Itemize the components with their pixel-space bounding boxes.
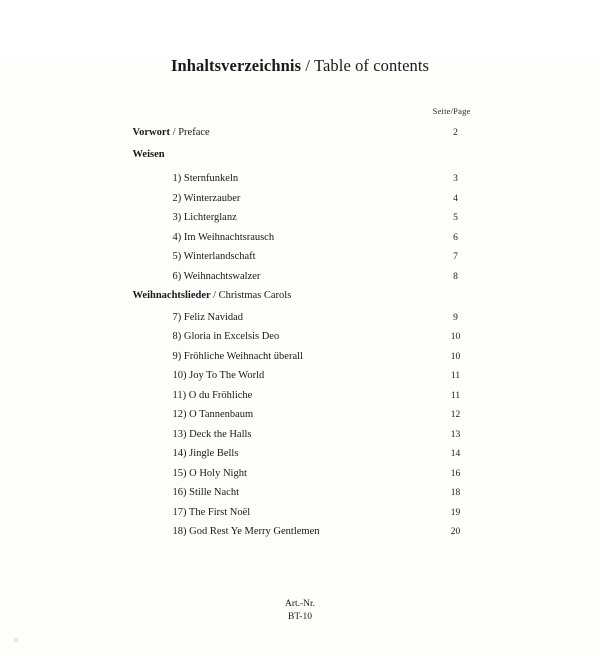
toc-item-4 bbox=[133, 233, 473, 244]
toc-entry-label: 2) Winterzauber bbox=[172, 192, 241, 204]
toc-entry-label: 6) Weihnachtswalzer bbox=[172, 270, 261, 282]
toc-entry-label: 3) Lichterglanz bbox=[172, 212, 237, 223]
toc-entry-label: 5) Winterlandschaft bbox=[172, 251, 256, 262]
footer-line-2: BT-10 bbox=[288, 612, 312, 623]
toc-item-10 bbox=[133, 371, 473, 382]
toc-item-6 bbox=[133, 272, 473, 283]
toc-item-18 bbox=[133, 527, 473, 538]
toc-entry-page: 20 bbox=[450, 527, 461, 537]
toc-entry-page: 7 bbox=[453, 252, 458, 262]
toc-entry-page: 6 bbox=[453, 232, 458, 243]
toc-entry-page: 5 bbox=[453, 213, 458, 223]
toc-entry-label: 8) Gloria in Excelsis Deo bbox=[172, 331, 280, 342]
toc-entry-label: 18) God Rest Ye Merry Gentlemen bbox=[172, 526, 320, 537]
toc-entry-page: 2 bbox=[453, 128, 458, 138]
page-title bbox=[0, 56, 600, 76]
toc-entry-label: 7) Feliz Navidad bbox=[172, 311, 244, 323]
toc-item-13 bbox=[133, 430, 473, 441]
toc-entry-page: 3 bbox=[453, 174, 458, 184]
toc-entry-label: 9) Fröhliche Weihnacht überall bbox=[172, 350, 303, 362]
toc-entry-page: 10 bbox=[450, 332, 461, 342]
toc-entry-label: Weisen bbox=[132, 148, 165, 160]
toc-entry-page: 18 bbox=[450, 488, 461, 498]
toc-entry-label: 12) O Tannenbaum bbox=[172, 409, 254, 420]
toc-entry-page: 11 bbox=[450, 371, 461, 381]
toc-entry-label: 11) O du Fröhliche bbox=[172, 389, 253, 401]
toc-item-12 bbox=[133, 410, 473, 421]
column-header-page: Seite/Page bbox=[432, 106, 471, 116]
toc-item-15 bbox=[133, 469, 473, 480]
toc-item-16 bbox=[133, 488, 473, 499]
toc-entry-label: 10) Joy To The World bbox=[172, 370, 265, 381]
page-title-german: Inhaltsverzeichnis bbox=[170, 56, 302, 75]
toc-item-11 bbox=[133, 391, 473, 402]
footer-article-number bbox=[0, 598, 600, 624]
toc-entry-label: 13) Deck the Halls bbox=[172, 428, 252, 440]
toc-entry-label: 4) Im Weihnachtsrausch bbox=[172, 231, 275, 243]
toc-entry-page: 16 bbox=[450, 468, 461, 479]
toc-content bbox=[128, 106, 473, 538]
toc-entry-label: 16) Stille Nacht bbox=[172, 487, 239, 498]
toc-entry-page: 4 bbox=[453, 193, 458, 204]
toc-section-weihnachtslieder bbox=[133, 291, 473, 302]
toc-item-9 bbox=[133, 352, 473, 363]
document-page bbox=[0, 56, 600, 656]
toc-entry-label: 17) The First Noël bbox=[172, 506, 251, 518]
toc-entry-page: 10 bbox=[450, 351, 461, 362]
toc-item-17 bbox=[133, 508, 473, 519]
toc-item-14 bbox=[133, 449, 473, 460]
toc-entry-label: 1) Sternfunkeln bbox=[172, 173, 239, 184]
toc-entry-page: 14 bbox=[450, 449, 461, 459]
toc-item-3 bbox=[133, 213, 473, 224]
toc-entry-label: Vorwort / Preface bbox=[132, 127, 210, 138]
toc-entry-label: 14) Jingle Bells bbox=[172, 448, 239, 459]
toc-item-2 bbox=[133, 194, 473, 205]
toc-section-weisen bbox=[133, 150, 473, 161]
toc-entry-label: 15) O Holy Night bbox=[172, 467, 247, 479]
toc-entry-page: 13 bbox=[450, 429, 461, 440]
toc-entry-page: 9 bbox=[453, 312, 458, 323]
toc-item-5 bbox=[133, 252, 473, 263]
toc-entry-label: Weihnachtslieder / Christmas Carols bbox=[132, 290, 292, 301]
toc-section-vorwort bbox=[133, 128, 473, 139]
corner-mark bbox=[14, 638, 18, 642]
page-title-separator: / bbox=[305, 56, 311, 75]
toc-entry-page: 19 bbox=[450, 507, 461, 518]
toc-entry-page: 12 bbox=[450, 410, 461, 420]
toc-item-8 bbox=[133, 332, 473, 343]
toc-item-7 bbox=[133, 313, 473, 324]
toc-entry-page: 8 bbox=[453, 271, 458, 282]
toc-item-1 bbox=[133, 174, 473, 185]
page-title-english: Table of contents bbox=[313, 56, 430, 75]
toc-entry-page: 11 bbox=[450, 390, 461, 401]
footer-line-1: Art.-Nr. bbox=[284, 599, 316, 610]
